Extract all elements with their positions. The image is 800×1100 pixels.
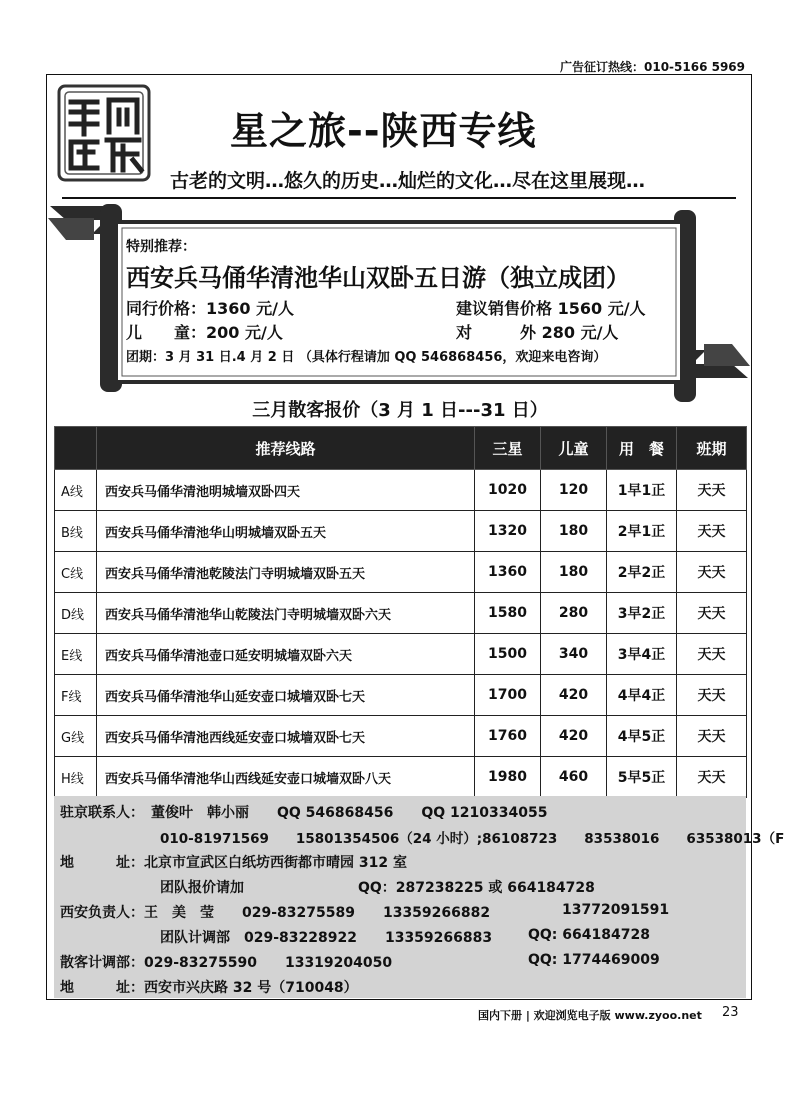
- seal-logo-icon: [57, 84, 151, 182]
- route-code: E线: [55, 634, 97, 675]
- group-quote-qq: QQ：287238225 或 664184728: [358, 880, 595, 896]
- child-price: 280: [541, 593, 607, 634]
- page-number: 23: [722, 1005, 739, 1020]
- meals: 5早5正: [607, 757, 677, 798]
- schedule: 天天: [677, 716, 747, 757]
- meals: 2早1正: [607, 511, 677, 552]
- group-dispatch-qq: QQ: 664184728: [528, 927, 650, 943]
- child-price: 180: [541, 552, 607, 593]
- group-quote-label: 团队报价请加: [160, 880, 244, 896]
- schedule: 天天: [677, 593, 747, 634]
- child-price-row: [126, 320, 283, 343]
- page-subtitle: 古老的文明…悠久的历史…灿烂的文化…尽在这里展现…: [170, 170, 646, 192]
- meals: 4早5正: [607, 716, 677, 757]
- schedule: 天天: [677, 470, 747, 511]
- public-price: 280 元/人: [541, 323, 619, 342]
- three-star-price: 1320: [475, 511, 541, 552]
- child-price: 420: [541, 716, 607, 757]
- special-tour-name: 西安兵马俑华清池华山双卧五日游（独立成团）: [126, 264, 630, 292]
- table-header-row: [55, 427, 747, 470]
- table-row: [55, 511, 747, 552]
- public-price-row: [456, 320, 618, 343]
- table-row: [55, 552, 747, 593]
- route-name: 西安兵马俑华清池华山延安壶口城墙双卧七天: [97, 675, 475, 716]
- individual-dispatch: 散客计调部：029-83275590 13319204050: [60, 955, 393, 971]
- rates-table: [54, 426, 747, 798]
- public-price-label: 对 外: [456, 323, 537, 342]
- child-price: 420: [541, 675, 607, 716]
- schedule: 天天: [677, 552, 747, 593]
- child-price: 120: [541, 470, 607, 511]
- meals: 3早4正: [607, 634, 677, 675]
- route-code: C线: [55, 552, 97, 593]
- schedule: 天天: [677, 675, 747, 716]
- beijing-contacts: 驻京联系人： 董俊叶 韩小丽 QQ 546868456 QQ 1210334055: [60, 805, 548, 821]
- route-code: B线: [55, 511, 97, 552]
- route-name: 西安兵马俑华清池明城墙双卧四天: [97, 470, 475, 511]
- retail-price-row: [456, 296, 646, 319]
- xian-manager-mobile: 13772091591: [562, 902, 670, 918]
- route-code: H线: [55, 757, 97, 798]
- col-header-route: 推荐线路: [97, 427, 475, 470]
- peer-price-label: 同行价格：: [126, 299, 207, 318]
- tour-dates: 团期：3 月 31 日.4 月 2 日 （具体行程请加 QQ 546868456，欢迎来电咨询）: [126, 350, 607, 365]
- route-code: A线: [55, 470, 97, 511]
- route-code: D线: [55, 593, 97, 634]
- individual-dispatch-qq: QQ: 1774469009: [528, 952, 660, 968]
- three-star-price: 1980: [475, 757, 541, 798]
- table-row: [55, 634, 747, 675]
- child-price: 460: [541, 757, 607, 798]
- table-row: [55, 757, 747, 798]
- peer-price: 1360 元/人: [206, 299, 294, 318]
- divider: [62, 197, 736, 199]
- route-name: 西安兵马俑华清池乾陵法门寺明城墙双卧五天: [97, 552, 475, 593]
- route-name: 西安兵马俑华清池西线延安壶口城墙双卧七天: [97, 716, 475, 757]
- beijing-address: 地 址：北京市宣武区白纸坊西街都市晴园 312 室: [60, 855, 407, 871]
- three-star-price: 1360: [475, 552, 541, 593]
- table-row: [55, 716, 747, 757]
- col-header-schedule: 班期: [677, 427, 747, 470]
- xian-manager: 西安负责人：王 美 莹 029-83275589 13359266882: [60, 905, 491, 921]
- table-row: [55, 593, 747, 634]
- child-price: 180: [541, 511, 607, 552]
- child-price-label: 儿 童：: [126, 323, 207, 342]
- three-star-price: 1500: [475, 634, 541, 675]
- col-header-three-star: 三星: [475, 427, 541, 470]
- col-header-meals: 用 餐: [607, 427, 677, 470]
- schedule: 天天: [677, 757, 747, 798]
- rates-title: 三月散客报价（3 月 1 日---31 日）: [252, 400, 548, 421]
- meals: 2早2正: [607, 552, 677, 593]
- schedule: 天天: [677, 634, 747, 675]
- ad-hotline: 广告征订热线：010-5166 5969: [560, 60, 746, 74]
- meals: 3早2正: [607, 593, 677, 634]
- beijing-phones: 010-81971569 15801354506（24 小时）;86108723 83538016 63538013（F: [160, 831, 785, 847]
- retail-price: 1560 元/人: [557, 299, 646, 318]
- footer-text: 国内下册 | 欢迎浏览电子版 www.zyoo.net: [478, 1009, 702, 1022]
- xian-address: 地 址：西安市兴庆路 32 号（710048）: [60, 980, 358, 996]
- contact-panel: [54, 796, 785, 998]
- route-code: G线: [55, 716, 97, 757]
- page-title: 星之旅--陕西专线: [230, 109, 537, 153]
- route-name: 西安兵马俑华清池华山明城墙双卧五天: [97, 511, 475, 552]
- route-name: 西安兵马俑华清池华山西线延安壶口城墙双卧八天: [97, 757, 475, 798]
- group-dispatch: 团队计调部 029-83228922 13359266883: [160, 930, 493, 946]
- route-code: F线: [55, 675, 97, 716]
- meals: 1早1正: [607, 470, 677, 511]
- schedule: 天天: [677, 511, 747, 552]
- child-price: 200 元/人: [206, 323, 283, 342]
- col-header-child: 儿童: [541, 427, 607, 470]
- col-header-code: [55, 427, 97, 470]
- retail-price-label: 建议销售价格: [456, 299, 553, 318]
- child-price: 340: [541, 634, 607, 675]
- route-name: 西安兵马俑华清池华山乾陵法门寺明城墙双卧六天: [97, 593, 475, 634]
- three-star-price: 1580: [475, 593, 541, 634]
- three-star-price: 1760: [475, 716, 541, 757]
- special-label: 特别推荐：: [126, 239, 196, 255]
- table-row: [55, 675, 747, 716]
- meals: 4早4正: [607, 675, 677, 716]
- three-star-price: 1700: [475, 675, 541, 716]
- three-star-price: 1020: [475, 470, 541, 511]
- table-row: [55, 470, 747, 511]
- peer-price-row: [126, 296, 294, 319]
- route-name: 西安兵马俑华清池壶口延安明城墙双卧六天: [97, 634, 475, 675]
